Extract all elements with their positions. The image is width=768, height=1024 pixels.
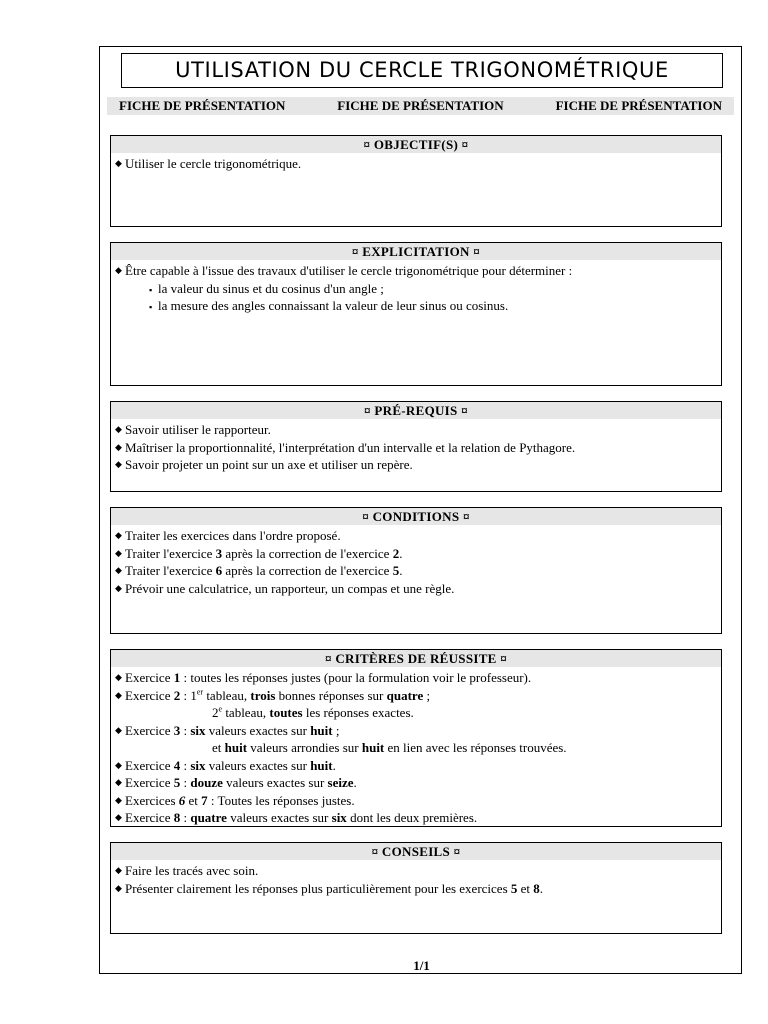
list-item: ◆ Être capable à l'issue des travaux d'utiliser le cercle trigonométrique pour déterminer : xyxy=(115,263,573,278)
section-heading: ¤ CONDITIONS ¤ xyxy=(111,508,721,525)
bullet-icon: ◆ xyxy=(115,812,122,822)
section-heading: ¤ CONSEILS ¤ xyxy=(111,843,721,860)
bullet-icon: ◆ xyxy=(115,547,122,558)
page-title: UTILISATION DU CERCLE TRIGONOMÉTRIQUE xyxy=(121,53,723,88)
list-item: ◆ Présenter clairement les réponses plus particulièrement pour les exercices 5 et 8. xyxy=(115,880,544,896)
bullet-icon: ◆ xyxy=(115,794,122,805)
bullet-icon: ◆ xyxy=(115,672,122,682)
bullet-icon: ◆ xyxy=(115,865,122,875)
fiche-label: FICHE DE PRÉSENTATION xyxy=(119,98,286,113)
list-item: ◆ Prévoir une calculatrice, un rapporteur, un compas et une règle. xyxy=(115,580,455,596)
list-item: ◆ Exercice 5 : douze valeurs exactes sur seize. xyxy=(115,775,357,790)
bullet-icon: ◆ xyxy=(115,582,122,593)
bullet-icon: ◆ xyxy=(115,459,122,469)
bullet-icon: ◆ xyxy=(115,265,122,275)
list-item: ◆ Exercice 3 : six valeurs exactes sur huit ; xyxy=(115,722,340,738)
list-item-continuation: 2e tableau, toutes les réponses exactes. xyxy=(212,704,414,720)
bullet-icon: ◆ xyxy=(115,441,122,452)
section-heading: ¤ OBJECTIF(S) ¤ xyxy=(111,136,721,153)
objectifs-section xyxy=(110,135,722,227)
list-item: ◆ Traiter l'exercice 6 après la correction de l'exercice 5. xyxy=(115,563,403,578)
fiche-banner xyxy=(107,97,734,115)
square-bullet-icon: ▪ xyxy=(149,284,153,295)
bullet-icon: ◆ xyxy=(115,759,122,770)
list-item: ◆ Savoir utiliser le rapporteur. xyxy=(115,422,271,437)
fiche-label: FICHE DE PRÉSENTATION xyxy=(337,98,504,113)
fiche-label: FICHE DE PRÉSENTATION xyxy=(555,98,722,113)
section-heading: ¤ PRÉ-REQUIS ¤ xyxy=(111,402,721,419)
conditions-section xyxy=(110,507,722,634)
list-item: ◆ Exercices 6 et 7 : Toutes les réponses justes. xyxy=(115,792,355,808)
bullet-icon: ◆ xyxy=(115,724,122,735)
explicitation-section xyxy=(110,242,722,386)
list-item: ◆ Faire les tracés avec soin. xyxy=(115,863,259,878)
list-item: ◆ Exercice 8 : quatre valeurs exactes sur six dont les deux premières. xyxy=(115,810,478,825)
bullet-icon: ◆ xyxy=(115,882,122,893)
list-item: ◆ Savoir projeter un point sur un axe et utiliser un repère. xyxy=(115,457,413,472)
document-page xyxy=(99,46,742,974)
list-item: ◆ Exercice 4 : six valeurs exactes sur huit. xyxy=(115,757,336,773)
list-item: ◆ Exercice 2 : 1er tableau, trois bonnes réponses sur quatre ; xyxy=(115,687,431,703)
sub-list-item: ▪ la valeur du sinus et du cosinus d'un angle ; xyxy=(115,280,721,298)
bullet-icon: ◆ xyxy=(115,158,122,168)
bullet-icon: ◆ xyxy=(115,424,122,434)
sub-list-item: ▪ la mesure des angles connaissant la valeur de leur sinus ou cosinus. xyxy=(115,297,721,315)
conseils-section xyxy=(110,842,722,934)
section-heading: ¤ EXPLICITATION ¤ xyxy=(111,243,721,260)
bullet-icon: ◆ xyxy=(115,689,122,700)
list-item: ◆ Maîtriser la proportionnalité, l'interprétation d'un intervalle et la relation de Pythagore. xyxy=(115,439,576,455)
bullet-icon: ◆ xyxy=(115,777,122,787)
square-bullet-icon: ▪ xyxy=(149,302,153,312)
list-item: ◆ Utiliser le cercle trigonométrique. xyxy=(115,156,302,171)
section-heading: ¤ CRITÈRES DE RÉUSSITE ¤ xyxy=(111,650,721,667)
bullet-icon: ◆ xyxy=(115,530,122,540)
list-item: ◆ Traiter les exercices dans l'ordre proposé. xyxy=(115,528,341,543)
prerequis-section xyxy=(110,401,722,492)
list-item-continuation: et huit valeurs arrondies sur huit en lien avec les réponses trouvées. xyxy=(212,740,567,755)
list-item: ◆ Exercice 1 : toutes les réponses justes (pour la formulation voir le professeur). xyxy=(115,670,532,685)
list-item: ◆ Traiter l'exercice 3 après la correction de l'exercice 2. xyxy=(115,545,403,561)
page-number: 1/1 xyxy=(413,958,430,973)
criteres-section xyxy=(110,649,722,827)
bullet-icon: ◆ xyxy=(115,565,122,575)
